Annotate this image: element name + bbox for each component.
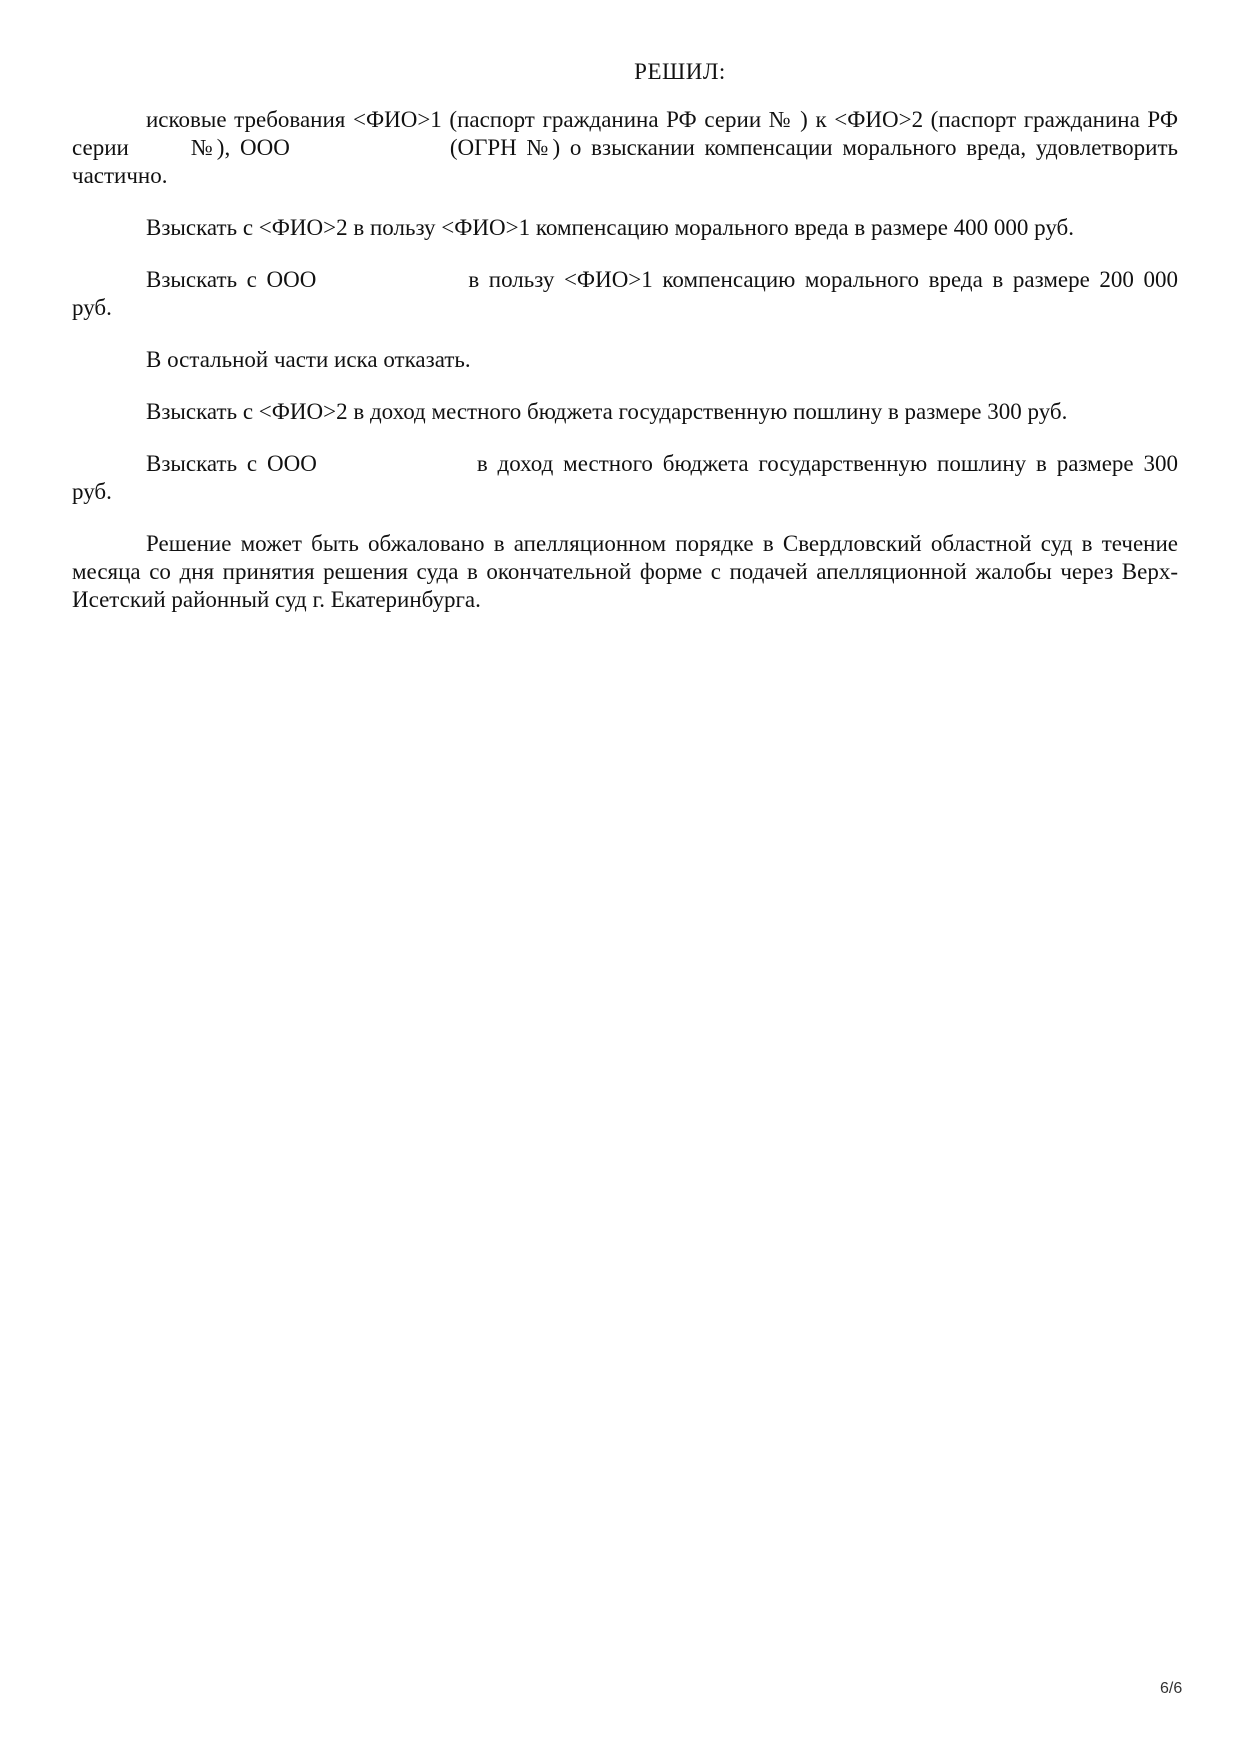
fee-company-text-part-2: в доход местного бюджета государственную пошлину в размере 300 руб.	[72, 451, 1178, 504]
fee-company-text-part-1: Взыскать с ООО	[146, 451, 317, 476]
paragraph-recover-from-company	[72, 266, 1178, 322]
claims-text-part-2: №), ООО	[186, 135, 290, 160]
page-number: 6/6	[1160, 1680, 1183, 1697]
document-body	[72, 58, 1178, 638]
recover-company-text-part-2: в пользу <ФИО>1 компенсацию морального вреда в размере 200 000 руб.	[72, 267, 1178, 320]
paragraph-claims	[72, 106, 1178, 190]
claims-text-part-3: (ОГРН №) о взыскании компенсации морального вреда, удовлетворить частично.	[72, 135, 1179, 188]
paragraph-recover-from-fio2: Взыскать с <ФИО>2 в пользу <ФИО>1 компенсацию морального вреда в размере 400 000 руб.	[146, 215, 1074, 240]
claims-text-part-1: исковые требования <ФИО>1 (паспорт гражданина РФ серии № ) к <ФИО>2 (паспорт гражданина РФ серии	[72, 107, 1178, 160]
recover-company-text-part-1: Взыскать с ООО	[146, 267, 317, 292]
paragraph-fee-company	[72, 450, 1178, 506]
decision-heading: РЕШИЛ:	[634, 59, 726, 84]
paragraph-fee-fio2: Взыскать с <ФИО>2 в доход местного бюджета государственную пошлину в размере 300 руб.	[146, 399, 1068, 424]
paragraph-appeal: Решение может быть обжаловано в апелляционном порядке в Свердловский областной суд в течение месяца со дня принятия решения суда в окончательной форме с подачей апелляционной жалобы через Верх-Исетский районный суд г. Екатеринбурга.	[72, 531, 1178, 612]
paragraph-remaining-denied: В остальной части иска отказать.	[146, 347, 471, 372]
